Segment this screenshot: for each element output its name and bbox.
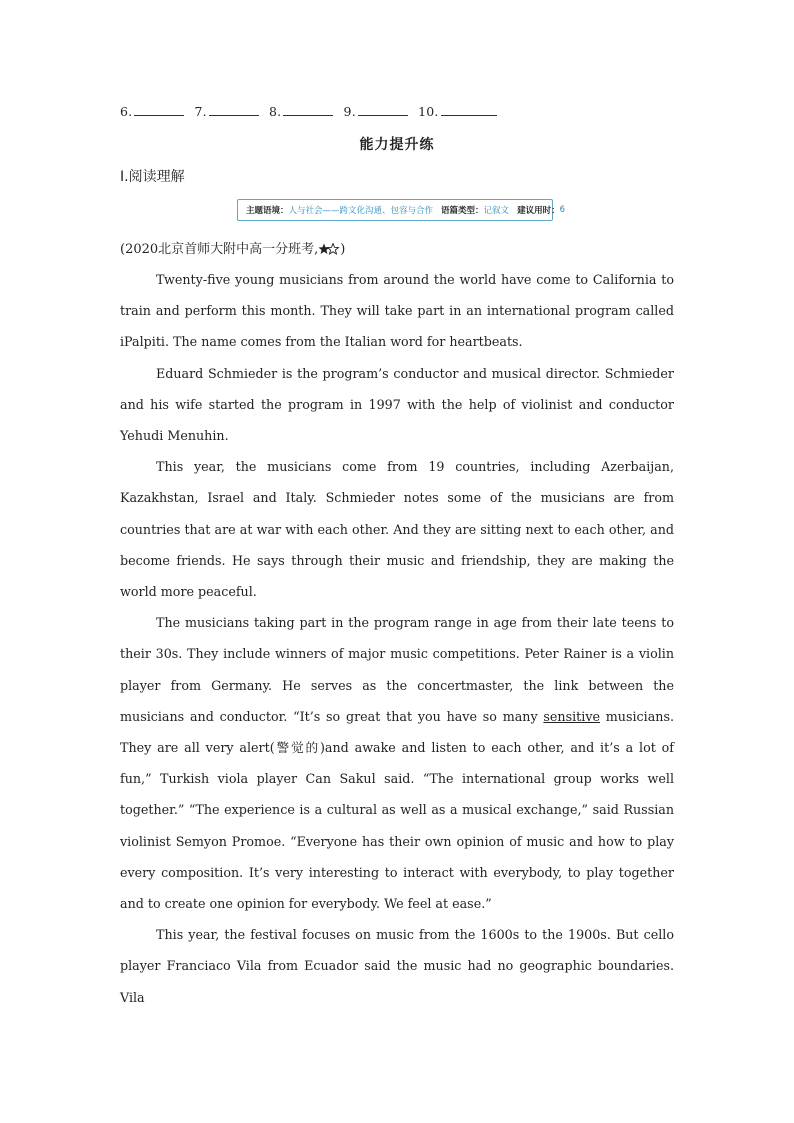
passage-paragraph: This year, the musicians come from 19 countries, including Azerbaijan, Kazakhstan, Israel and Italy. Schmieder notes some of the musicians are from countries that are at war with each other. And they are sitting next to each other, and become friends. He says through their music and friendship, they are making the world more peaceful. bbox=[120, 459, 674, 600]
blank-line bbox=[134, 104, 184, 116]
passage-paragraph: Eduard Schmieder is the program’s conductor and musical director. Schmieder and his wife started the program in 1997 with the help of violinist and conductor Yehudi Menuhin. bbox=[120, 365, 674, 444]
answer-blanks-row bbox=[120, 104, 503, 119]
answer-blank-6[interactable]: 6. bbox=[120, 104, 184, 119]
difficulty-stars-icon bbox=[318, 243, 340, 259]
passage-paragraph: Twenty-five young musicians from around the world have come to California to train and perform this month. They will take part in an international program called iPalpiti. The name comes from the Italian word for heartbeats. bbox=[120, 272, 674, 350]
question-source bbox=[120, 238, 345, 259]
blank-line bbox=[358, 104, 408, 116]
reading-passage bbox=[120, 264, 674, 1013]
blank-line bbox=[441, 104, 497, 116]
topic-info-box bbox=[237, 199, 565, 221]
passage-paragraph: The musicians taking part in the program range in age from their late teens to their 30s. They include winners of major music competitions. Peter Rainer is a violin player from Germany. He serves as the concertmaster, the link between the musicians and conductor. “It’s so great that you have so many sensitive musicians. They are all very alert(警觉的)and awake and listen to each other, and it’s a lot of fun,” Turkish viola player Can Sakul said. “The international group works well together.” “The experience is a cultural as well as a musical exchange,” said Russian violinist Semyon Promoe. “Everyone has their own opinion of music and how to play every composition. It’s very interesting to interact with everybody, to play together and to create one opinion for everybody. We feel at ease.” bbox=[120, 615, 674, 912]
blank-line bbox=[283, 104, 333, 116]
genre-label: 语篇类型： bbox=[441, 206, 484, 216]
blank-line bbox=[209, 104, 259, 116]
underlined-word: sensitive bbox=[543, 708, 600, 724]
passage-paragraph: This year, the festival focuses on music from the 1600s to the 1900s. But cello player Franciaco Vila from Ecuador said the music had no geographic boundaries. Vila bbox=[120, 927, 674, 1005]
answer-blank-7[interactable]: 7. bbox=[195, 104, 259, 119]
time-label: 建议用时： bbox=[517, 206, 560, 216]
genre-value: 记叙文 bbox=[483, 206, 510, 216]
source-text: (2020北京首师大附中高一分班考, bbox=[120, 242, 319, 257]
theme-label: 主题语境： bbox=[246, 206, 289, 216]
answer-blank-10[interactable]: 10. bbox=[418, 104, 496, 119]
section-title: 能力提升练 bbox=[359, 137, 435, 153]
answer-blank-9[interactable]: 9. bbox=[344, 104, 408, 119]
answer-blank-8[interactable]: 8. bbox=[269, 104, 333, 119]
theme-value: 人与社会——跨文化沟通、包容与合作 bbox=[288, 206, 434, 216]
source-close: ) bbox=[340, 242, 346, 257]
part-title: Ⅰ.阅读理解 bbox=[120, 169, 185, 185]
time-value: 6 bbox=[559, 205, 565, 215]
